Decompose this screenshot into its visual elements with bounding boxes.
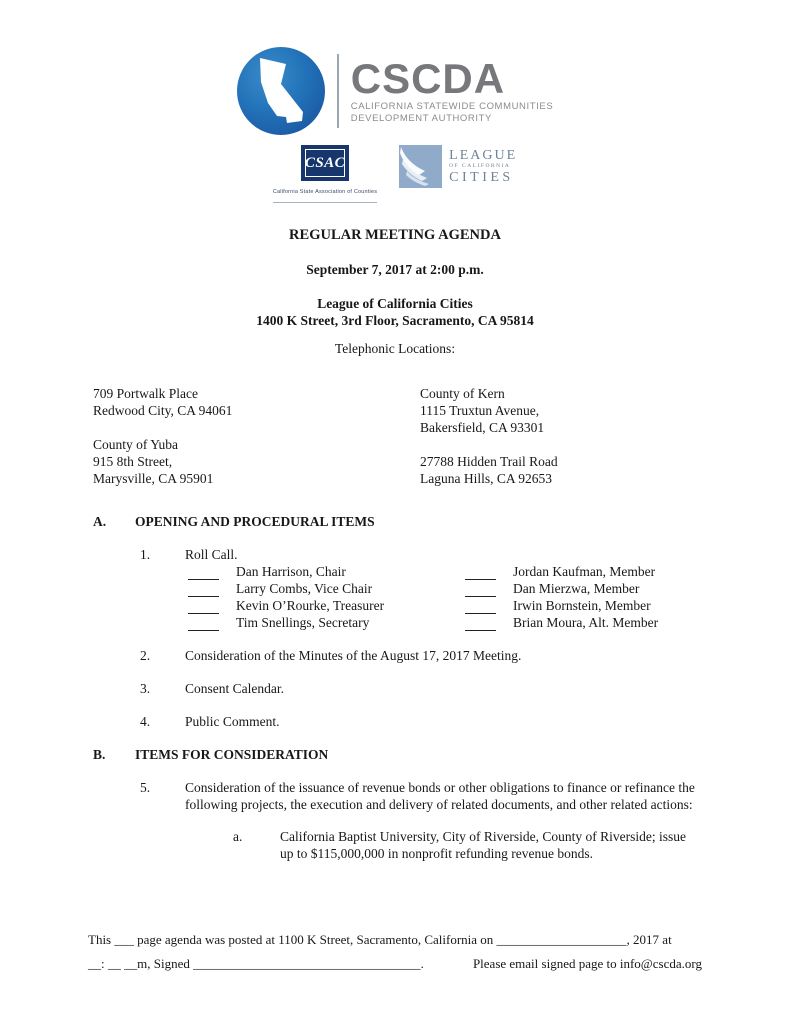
section-letter: B. bbox=[93, 747, 106, 762]
rollcall-name: Kevin O’Rourke, Treasurer bbox=[236, 598, 385, 613]
section-title: ITEMS FOR CONSIDERATION bbox=[135, 747, 329, 762]
location-line: Bakersfield, CA 93301 bbox=[420, 420, 545, 435]
section-a-heading bbox=[88, 513, 702, 530]
item-text: Consideration of the Minutes of the August 17, 2017 Meeting. bbox=[185, 648, 522, 663]
section-letter: A. bbox=[93, 514, 107, 529]
posting-notice-line2 bbox=[88, 952, 702, 976]
cscda-wordmark bbox=[351, 57, 554, 125]
telephonic-locations bbox=[88, 385, 702, 487]
title-block bbox=[88, 227, 702, 357]
posting-notice bbox=[88, 928, 702, 976]
location-entry bbox=[420, 385, 702, 436]
league-wordmark bbox=[449, 149, 517, 185]
csac-caption: California State Association of Counties bbox=[273, 184, 377, 203]
meeting-title: REGULAR MEETING AGENDA bbox=[289, 227, 501, 243]
rollcall-right-column bbox=[465, 563, 702, 631]
agenda-item bbox=[140, 680, 702, 697]
california-globe-icon bbox=[237, 47, 325, 135]
rollcall-row bbox=[188, 614, 465, 631]
rollcall-name: Dan Mierzwa, Member bbox=[513, 581, 640, 596]
agenda-item bbox=[140, 647, 702, 664]
posting-notice-line1: This ___ page agenda was posted at 1100 K Street, Sacramento, California on ____________________, 2017 at bbox=[88, 932, 672, 947]
agenda-item bbox=[140, 779, 702, 813]
rollcall-blank-line bbox=[465, 618, 496, 631]
rollcall-row bbox=[188, 563, 465, 580]
section-title: OPENING AND PROCEDURAL ITEMS bbox=[135, 514, 375, 529]
rollcall-row bbox=[188, 597, 465, 614]
section-b-heading bbox=[88, 746, 702, 763]
rollcall-blank-line bbox=[188, 601, 219, 614]
item-text: Public Comment. bbox=[185, 714, 280, 729]
csac-logo bbox=[273, 145, 377, 203]
signature-blank: __: __ __m, Signed ___________________________________. bbox=[88, 956, 424, 971]
cscda-acronym: CSCDA bbox=[350, 55, 506, 102]
rollcall-blank-line bbox=[465, 601, 496, 614]
subitem-letter: a. bbox=[233, 829, 243, 844]
rollcall-row bbox=[188, 580, 465, 597]
rollcall-name: Brian Moura, Alt. Member bbox=[513, 615, 659, 630]
telephonic-heading: Telephonic Locations: bbox=[334, 341, 456, 356]
rollcall-name: Jordan Kaufman, Member bbox=[513, 564, 656, 579]
location-line: Redwood City, CA 94061 bbox=[93, 403, 233, 418]
item-number: 4. bbox=[140, 714, 151, 729]
agenda-subitem bbox=[233, 828, 702, 862]
rollcall-row bbox=[465, 563, 702, 580]
rollcall-blank-line bbox=[465, 567, 496, 580]
location-entry bbox=[93, 436, 420, 487]
rollcall-blank-line bbox=[188, 567, 219, 580]
location-line: 27788 Hidden Trail Road bbox=[420, 454, 558, 469]
item-text: Roll Call. bbox=[185, 547, 238, 562]
subitem-text: California Baptist University, City of Riverside, County of Riverside; issue up to $115,000,000 in nonprofit refunding revenue bonds. bbox=[280, 829, 686, 861]
location-entry bbox=[420, 453, 702, 487]
location-entry bbox=[93, 385, 420, 419]
rollcall-name: Irwin Bornstein, Member bbox=[513, 598, 651, 613]
rollcall-row bbox=[465, 580, 702, 597]
cscda-tagline-line2: DEVELOPMENT AUTHORITY bbox=[350, 113, 492, 124]
partner-logos bbox=[273, 145, 517, 197]
item-number: 5. bbox=[140, 780, 151, 795]
rollcall-row bbox=[465, 597, 702, 614]
rollcall-blank-line bbox=[465, 584, 496, 597]
location-line: County of Kern bbox=[420, 386, 505, 401]
locations-right-column bbox=[420, 385, 702, 487]
logo-divider bbox=[337, 54, 339, 128]
rollcall-left-column bbox=[188, 563, 465, 631]
league-line2: OF CALIFORNIA bbox=[449, 162, 511, 169]
location-line: 709 Portwalk Place bbox=[93, 386, 198, 401]
location-line: 1115 Truxtun Avenue, bbox=[420, 403, 540, 418]
meeting-venue bbox=[88, 295, 702, 329]
csac-box-icon bbox=[301, 145, 349, 181]
agenda-body bbox=[88, 513, 702, 862]
agenda-item bbox=[140, 713, 702, 730]
league-swoosh-icon bbox=[399, 145, 442, 188]
venue-line1: League of California Cities bbox=[317, 296, 473, 311]
csac-box-inner bbox=[305, 149, 345, 177]
locations-left-column bbox=[88, 385, 420, 487]
item-text: Consideration of the issuance of revenue bonds or other obligations to finance or refinance the following projects, the execution and delivery of related documents, and other related actions: bbox=[185, 780, 695, 812]
item-number: 3. bbox=[140, 681, 151, 696]
rollcall-name: Dan Harrison, Chair bbox=[236, 564, 346, 579]
header bbox=[88, 45, 702, 197]
league-logo bbox=[399, 145, 517, 188]
location-line: County of Yuba bbox=[93, 437, 178, 452]
rollcall-name: Larry Combs, Vice Chair bbox=[236, 581, 373, 596]
rollcall-table bbox=[188, 563, 702, 631]
rollcall-row bbox=[465, 614, 702, 631]
cscda-tagline-line1: CALIFORNIA STATEWIDE COMMUNITIES bbox=[350, 101, 554, 112]
item-number: 1. bbox=[140, 547, 151, 562]
cscda-logo bbox=[237, 45, 554, 137]
csac-acronym: CSAC bbox=[304, 154, 346, 171]
rollcall-blank-line bbox=[188, 584, 219, 597]
email-instruction: Please email signed page to info@cscda.org bbox=[472, 956, 702, 971]
rollcall-blank-line bbox=[188, 618, 219, 631]
league-line3: CITIES bbox=[449, 169, 514, 185]
meeting-datetime: September 7, 2017 at 2:00 p.m. bbox=[306, 262, 484, 277]
location-line: Laguna Hills, CA 92653 bbox=[420, 471, 552, 486]
location-line: 915 8th Street, bbox=[93, 454, 173, 469]
item-number: 2. bbox=[140, 648, 151, 663]
venue-line2: 1400 K Street, 3rd Floor, Sacramento, CA 95814 bbox=[256, 313, 534, 328]
agenda-item-rollcall bbox=[140, 546, 702, 563]
league-line1: LEAGUE bbox=[449, 147, 518, 163]
location-line: Marysville, CA 95901 bbox=[93, 471, 214, 486]
rollcall-name: Tim Snellings, Secretary bbox=[236, 615, 370, 630]
item-text: Consent Calendar. bbox=[185, 681, 284, 696]
california-state-icon bbox=[250, 55, 312, 127]
